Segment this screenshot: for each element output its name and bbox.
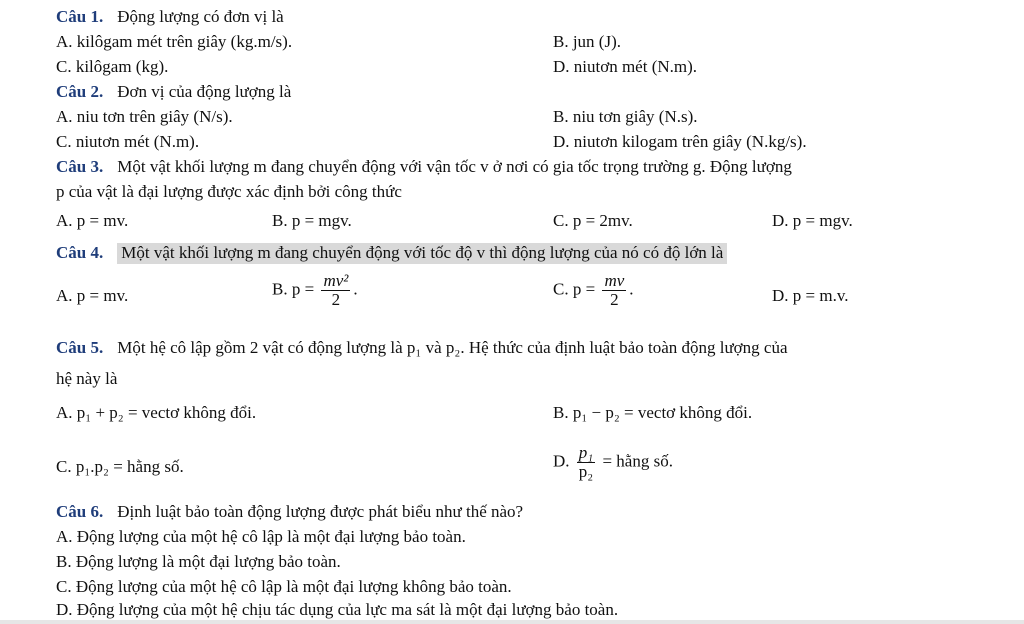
q4-option-b-prefix: B. p = [272, 279, 315, 299]
question-6-stem [56, 501, 523, 523]
q4-option-c-prefix: C. p = [553, 279, 596, 299]
fraction-denominator: 2 [610, 290, 619, 309]
question-4-stem [56, 242, 727, 264]
q4-option-d: D. p = m.v. [772, 286, 849, 305]
question-2-stem [56, 81, 291, 103]
question-5-stem [56, 337, 788, 359]
q4-option-b-fraction [321, 272, 350, 309]
q2-option-c: C. niutơn mét (N.m). [56, 132, 200, 151]
question-1-text: Động lượng có đơn vị là [117, 7, 284, 26]
q3-option-c: C. p = 2mv. [553, 211, 633, 230]
question-1-label: Câu 1. [56, 7, 104, 26]
q5-option-b: B. p₁ − p₂ = vectơ không đổi. [553, 403, 753, 422]
question-5-text-1: Một hệ cô lập gồm 2 vật có động lượng là p₁ và p₂. Hệ thức của định luật bảo toàn động lượng của [117, 338, 788, 357]
question-3-text-1: Một vật khối lượng m đang chuyển động với vận tốc v ở nơi có gia tốc trọng trường g. Động lượng [117, 157, 792, 176]
question-6-text: Định luật bảo toàn động lượng được phát biểu như thế nào? [117, 502, 524, 521]
question-1-stem [56, 6, 284, 28]
fraction-numerator: mv² [323, 271, 349, 290]
q4-option-c-fraction [602, 272, 626, 309]
question-3-text-2: p của vật là đại lượng được xác định bởi công thức [56, 182, 402, 201]
question-4-text-highlighted: Một vật khối lượng m đang chuyển động với tốc độ v thì động lượng của nó có độ lớn là [117, 243, 727, 264]
question-5-text-2: hệ này là [56, 369, 118, 388]
fraction-numerator: p₁ [577, 444, 595, 463]
fraction-denominator: p₂ [578, 462, 594, 481]
question-2-text: Đơn vị của động lượng là [117, 82, 292, 101]
fraction-denominator: 2 [331, 290, 341, 309]
q6-option-c: C. Động lượng của một hệ cô lập là một đại lượng không bảo toàn. [56, 577, 512, 596]
question-2-label: Câu 2. [56, 82, 104, 101]
question-4-label: Câu 4. [56, 243, 104, 262]
q4-option-c: C. p = $\frac{mv}{2}$ . [553, 271, 634, 309]
q1-option-c: C. kilôgam (kg). [56, 57, 169, 76]
q5-option-c: C. p₁.p₂ = hằng số. [56, 457, 184, 476]
q5-option-d [553, 444, 673, 481]
question-6-label: Câu 6. [56, 502, 104, 521]
q3-option-b: B. p = mgv. [272, 211, 352, 230]
q6-option-a: A. Động lượng của một hệ cô lập là một đại lượng bảo toàn. [56, 527, 466, 546]
q6-option-b: B. Động lượng là một đại lượng bảo toàn. [56, 552, 341, 571]
question-5-label: Câu 5. [56, 338, 104, 357]
q1-option-b: B. jun (J). [553, 32, 621, 51]
q3-option-a: A. p = mv. [56, 211, 129, 230]
q5-option-d-fraction [577, 444, 595, 481]
q5-option-d-prefix: D. [553, 451, 570, 471]
q2-option-d: D. niutơn kilogam trên giây (N.kg/s). [553, 132, 807, 151]
q4-option-b: B. p = $\frac{\text{mv²}}{2}$ . [272, 271, 358, 309]
q2-option-a: A. niu tơn trên giây (N/s). [56, 107, 233, 126]
q1-option-d: D. niutơn mét (N.m). [553, 57, 698, 76]
q1-option-a: A. kilôgam mét trên giây (kg.m/s). [56, 32, 293, 51]
page-bottom-edge [0, 620, 1024, 624]
fraction-numerator: mv [604, 271, 625, 290]
q3-option-d: D. p = mgv. [772, 211, 853, 230]
question-3-stem [56, 156, 792, 178]
q4-option-a: A. p = mv. [56, 286, 129, 305]
q2-option-b: B. niu tơn giây (N.s). [553, 107, 698, 126]
q5-option-a: A. p₁ + p₂ = vectơ không đổi. [56, 403, 257, 422]
q5-option-d-suffix: = hằng số. [602, 451, 673, 471]
question-3-label: Câu 3. [56, 157, 104, 176]
q6-option-d: D. Động lượng của một hệ chịu tác dụng của lực ma sát là một đại lượng bảo toàn. [56, 600, 619, 619]
